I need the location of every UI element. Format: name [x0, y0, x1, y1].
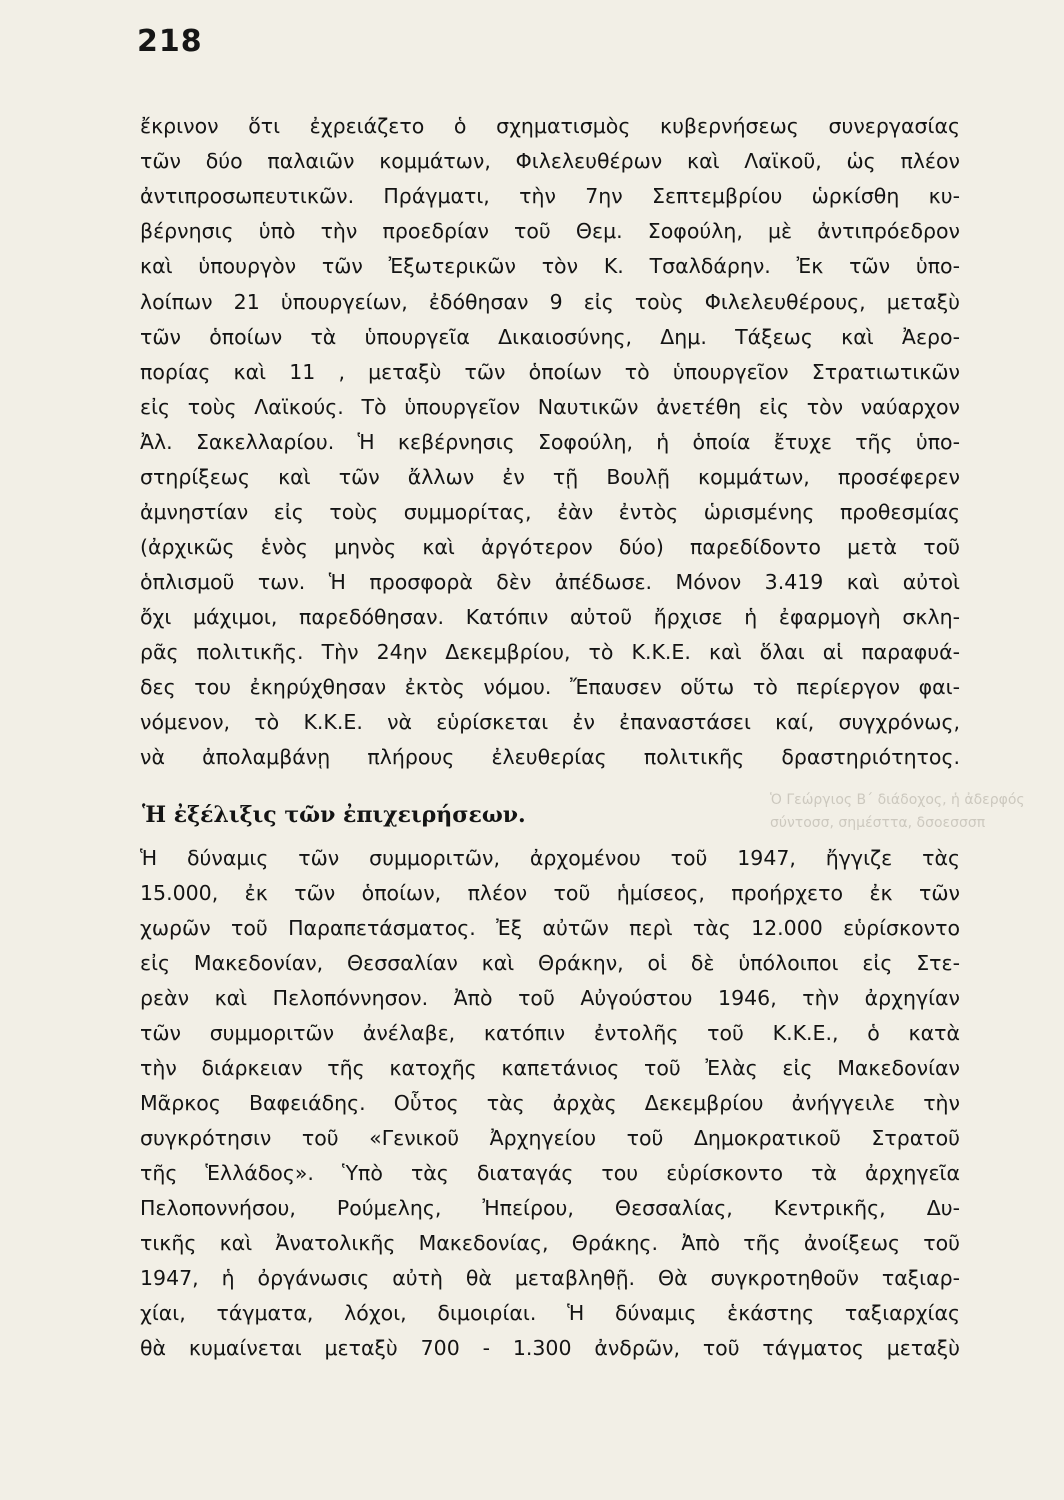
text-line: τῶν συμμοριτῶν ἀνέλαβε, κατόπιν ἐντολῆς τοῦ Κ.Κ.Ε., ὁ κατὰ [140, 1021, 960, 1045]
text-line: νὰ ἀπολαμβάνῃ πλήρους ἐλευθερίας πολιτικῆς δραστηριότητος. [140, 745, 960, 769]
text-line: νόμενον, τὸ Κ.Κ.Ε. νὰ εὑρίσκεται ἐν ἐπαναστάσει καί, συγχρόνως, [140, 710, 960, 734]
text-line: λοίπων 21 ὑπουργείων, ἐδόθησαν 9 εἰς τοὺς Φιλελευθέρους, μεταξὺ [140, 290, 960, 314]
text-line: δες του ἐκηρύχθησαν ἐκτὸς νόμου. Ἔπαυσεν οὕτω τὸ περίεργον φαι- [140, 675, 960, 699]
text-line: τικῆς καὶ Ἀνατολικῆς Μακεδονίας, Θράκης. Ἀπὸ τῆς ἀνοίξεως τοῦ [140, 1231, 960, 1255]
text-line: τῶν δύο παλαιῶν κομμάτων, Φιλελευθέρων καὶ Λαϊκοῦ, ὡς πλέον [140, 149, 960, 173]
text-line: εἰς τοὺς Λαϊκούς. Τὸ ὑπουργεῖον Ναυτικῶν ἀνετέθη εἰς τὸν ναύαρχον [140, 395, 960, 419]
text-line: τῆς Ἑλλάδος». Ὑπὸ τὰς διαταγάς του εὑρίσκοντο τὰ ἀρχηγεῖα [140, 1161, 960, 1185]
text-line: βέρνησις ὑπὸ τὴν προεδρίαν τοῦ Θεμ. Σοφούλη, μὲ ἀντιπρόεδρον [140, 219, 960, 243]
text-line: ὁπλισμοῦ των. Ἡ προσφορὰ δὲν ἀπέδωσε. Μόνον 3.419 καὶ αὐτοὶ [140, 570, 960, 594]
text-line: καὶ ὑπουργὸν τῶν Ἐξωτερικῶν τὸν Κ. Τσαλδάρην. Ἐκ τῶν ὑπο- [140, 254, 960, 278]
text-line: χωρῶν τοῦ Παραπετάσματος. Ἐξ αὐτῶν περὶ τὰς 12.000 εὑρίσκοντο [140, 916, 960, 940]
text-line: τὴν διάρκειαν τῆς κατοχῆς καπετάνιος τοῦ Ἐλὰς εἰς Μακεδονίαν [140, 1056, 960, 1080]
section-heading: Ἡ ἐξέλιξις τῶν ἐπιχειρήσεων. [142, 802, 526, 828]
text-line: Μᾶρκος Βαφειάδης. Οὗτος τὰς ἀρχὰς Δεκεμβρίου ἀνήγγειλε τὴν [140, 1091, 960, 1115]
text-line: εἰς Μακεδονίαν, Θεσσαλίαν καὶ Θράκην, οἱ δὲ ὑπόλοιποι εἰς Στε- [140, 951, 960, 975]
text-line: τῶν ὁποίων τὰ ὑπουργεῖα Δικαιοσύνης, Δημ. Τάξεως καὶ Ἀερο- [140, 325, 960, 349]
text-line: (ἀρχικῶς ἑνὸς μηνὸς καὶ ἀργότερον δύο) παρεδίδοντο μετὰ τοῦ [140, 535, 960, 559]
text-line: ρεὰν καὶ Πελοπόννησον. Ἀπὸ τοῦ Αὐγούστου 1946, τὴν ἀρχηγίαν [140, 986, 960, 1010]
text-line: ὄχι μάχιμοι, παρεδόθησαν. Κατόπιν αὐτοῦ ἤρχισε ἡ ἐφαρμογὴ σκλη- [140, 605, 960, 629]
text-line: θὰ κυμαίνεται μεταξὺ 700 - 1.300 ἀνδρῶν, τοῦ τάγματος μεταξὺ [140, 1336, 960, 1360]
text-line: Ἀλ. Σακελλαρίου. Ἡ κεβέρνησις Σοφούλη, ἡ ὁποία ἔτυχε τῆς ὑπο- [140, 430, 960, 454]
text-line: χίαι, τάγματα, λόχοι, διμοιρίαι. Ἡ δύναμις ἑκάστης ταξιαρχίας [140, 1301, 960, 1325]
bleed-through-line: Ὁ Γεώργιος Β΄ διάδοχος, ἡ ἀδερφός [770, 792, 1025, 808]
text-line: 15.000, ἐκ τῶν ὁποίων, πλέον τοῦ ἡμίσεος, προήρχετο ἐκ τῶν [140, 881, 960, 905]
text-line: ἀμνηστίαν εἰς τοὺς συμμορίτας, ἐὰν ἐντὸς ὡρισμένης προθεσμίας [140, 500, 960, 524]
bleed-through-line: σύντοσσ, σημέσττα, δσοεσσσπ [770, 815, 986, 831]
text-line: ἀντιπροσωπευτικῶν. Πράγματι, τὴν 7ην Σεπτεμβρίου ὡρκίσθη κυ- [140, 184, 960, 208]
text-line: ρᾶς πολιτικῆς. Τὴν 24ην Δεκεμβρίου, τὸ Κ.Κ.Ε. καὶ ὅλαι αἱ παραφυά- [140, 640, 960, 664]
text-line: συγκρότησιν τοῦ «Γενικοῦ Ἀρχηγείου τοῦ Δημοκρατικοῦ Στρατοῦ [140, 1126, 960, 1150]
text-line: Πελοποννήσου, Ρούμελης, Ἠπείρου, Θεσσαλίας, Κεντρικῆς, Δυ- [140, 1196, 960, 1220]
text-line: ἔκρινον ὅτι ἐχρειάζετο ὁ σχηματισμὸς κυβερνήσεως συνεργασίας [140, 114, 960, 138]
text-line: Ἡ δύναμις τῶν συμμοριτῶν, ἀρχομένου τοῦ 1947, ἤγγιζε τὰς [140, 846, 960, 870]
text-line: στηρίξεως καὶ τῶν ἄλλων ἐν τῇ Βουλῇ κομμάτων, προσέφερεν [140, 465, 960, 489]
page-number: 218 [137, 24, 203, 59]
text-line: πορίας καὶ 11 , μεταξὺ τῶν ὁποίων τὸ ὑπουργεῖον Στρατιωτικῶν [140, 360, 960, 384]
text-line: 1947, ἡ ὀργάνωσις αὐτὴ θὰ μεταβληθῇ. Θὰ συγκροτηθοῦν ταξιαρ- [140, 1266, 960, 1290]
